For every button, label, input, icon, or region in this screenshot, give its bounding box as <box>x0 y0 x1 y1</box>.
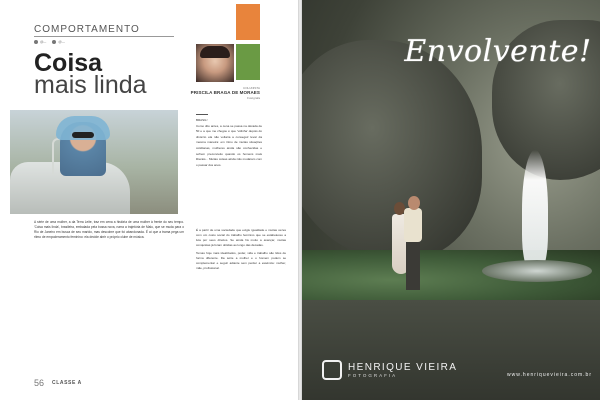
fountain-pool <box>482 260 592 282</box>
headline-line1: Coisa <box>34 49 103 77</box>
author-name: PRISCILA BRAGA DE MORAES <box>190 90 260 95</box>
facebook-handle: @... <box>52 40 64 44</box>
body-paragraph: Temas hoje mais idealizados, poder, vida e trabalho são lidos de forma diferente. Da série a mulher e o homem podem se complementar e seguir adiante sem perder a essência: mulher, mãe, profissional. <box>196 251 286 270</box>
social-handles <box>34 40 65 44</box>
body-paragraph: É a partir de uma sociedade que exigiu igualdade e muitas vezes com um custo social do trabalho feminino que se estabeleceu a luta por seus direitos. Se ainda há muito a avançar, muitas conquistas já foram obtidas ao longo das décadas. <box>196 228 286 247</box>
page-number: 56 <box>34 378 45 388</box>
brand-text <box>348 362 457 378</box>
man-head <box>408 196 420 210</box>
section-divider <box>34 36 174 37</box>
body-paragraph: Como dito antes, a cena se passa na década de 50 e a que me chegou é que 'vidinha' depois do divórcio ela não voltaria a conseguir levar da mesma maneira: em ritmo de muitas situações cotidianas, mulheres ainda são conhecidas e sofrem preconceito quando os homens mais liberais... Muitas coisas ainda não mudaram com o passar dos anos. <box>196 123 262 167</box>
sunglasses-shape <box>72 132 94 138</box>
ground <box>302 300 600 400</box>
author-role: Fotógrafa <box>247 96 260 100</box>
fountain-water <box>522 150 548 270</box>
colunista-label: COLUNISTA <box>243 86 260 90</box>
right-page-ad <box>302 0 600 400</box>
section-label: COMPORTAMENTO <box>34 24 140 35</box>
feature-photo <box>10 110 178 214</box>
facebook-icon <box>52 40 56 44</box>
man-figure <box>404 208 422 242</box>
author-hair <box>200 46 230 58</box>
author-photo <box>196 44 234 82</box>
headline-line2: mais linda <box>34 71 147 99</box>
ad-title: Envolvente! <box>404 34 592 69</box>
magazine-name: CLASSE A <box>52 380 82 386</box>
camera-logo-icon <box>322 360 342 380</box>
body-intro: BRASIL! <box>196 118 208 122</box>
brand-block <box>322 360 457 380</box>
website-url[interactable]: www.henriquevieira.com.br <box>506 372 592 378</box>
man-legs <box>406 242 420 290</box>
brand-subtitle: FOTOGRAFIA <box>348 373 398 378</box>
color-swatch <box>194 4 234 40</box>
brand-name: HENRIQUE VIEIRA <box>348 362 458 373</box>
body-column-right-lower <box>196 228 286 271</box>
instagram-icon <box>34 40 38 44</box>
body-column-right <box>196 114 262 168</box>
column-rule <box>196 114 208 115</box>
body-column-left: A série de uma mulher, a da Terra Leite, traz em cena a história de uma mulher à frente do seu tempo. 'Coisa mais linda', brasileira, embalada pela bossa nova, narra a trajetória de Malu, que se muda para o Rio de Janeiro em busca de seu marido, mas descobre que foi abandonada. É aí que a trama pega um ritmo de empoderamento feminino: ela decide abrir o próprio clube de música. <box>34 220 184 239</box>
color-swatch <box>236 44 260 80</box>
instagram-handle: @... <box>34 40 46 44</box>
color-swatch <box>236 4 260 40</box>
left-page <box>0 0 298 400</box>
headline <box>34 49 174 99</box>
couple-figure <box>392 196 432 316</box>
